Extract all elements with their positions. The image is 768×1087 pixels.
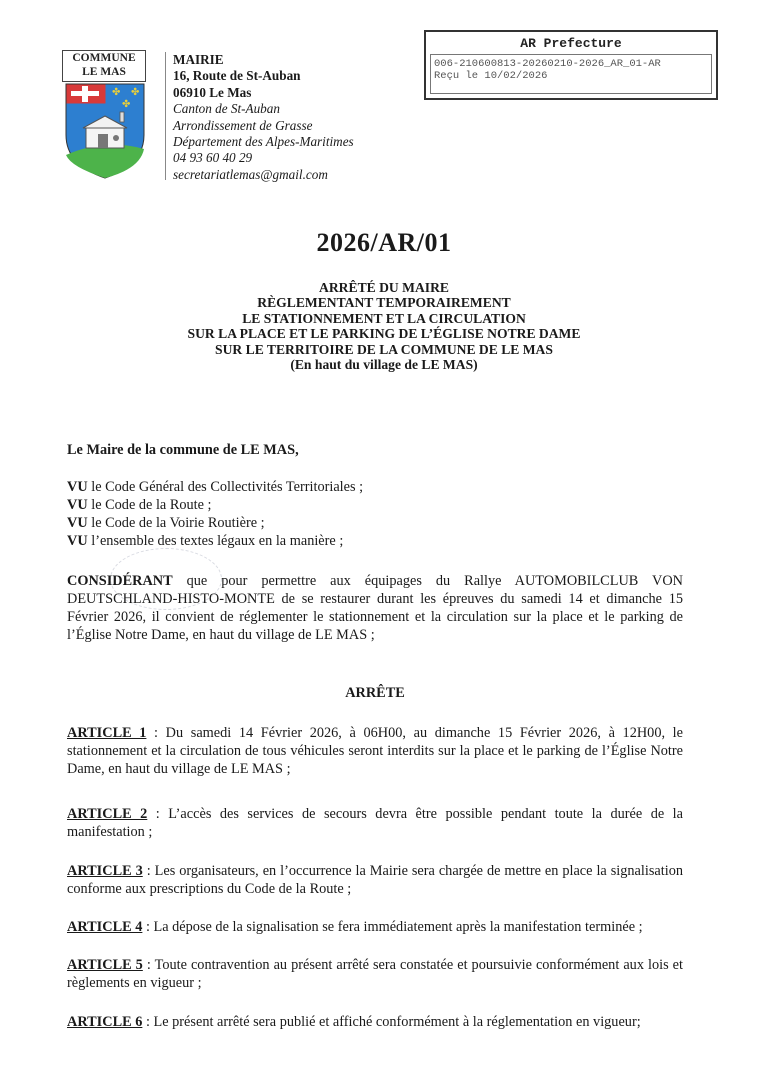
arrete-heading: ARRÊTE xyxy=(345,685,405,701)
crest-label-line2: LE MAS xyxy=(82,66,126,78)
title-line: RÈGLEMENTANT TEMPORAIREMENT xyxy=(257,295,511,311)
document-number: 2026/AR/01 xyxy=(316,228,452,257)
vu-list xyxy=(67,478,683,550)
ar-prefecture-details xyxy=(430,54,712,94)
article-text: : Le présent arrêté sera publié et affiché conformément à la réglementation en vigueur; xyxy=(142,1014,641,1030)
article-label: ARTICLE 2 xyxy=(67,806,148,822)
title-line: ARRÊTÉ DU MAIRE xyxy=(319,280,449,295)
address-mairie: MAIRIE xyxy=(173,52,224,67)
address-canton: Canton de St-Auban xyxy=(173,101,280,117)
article-3 xyxy=(67,862,683,898)
title-line: SUR LE TERRITOIRE DE LA COMMUNE DE LE MAS xyxy=(215,341,553,357)
article-6 xyxy=(67,1013,683,1031)
ar-prefecture-title: AR Prefecture xyxy=(520,36,622,51)
article-5 xyxy=(67,956,683,992)
vu-item xyxy=(67,514,683,532)
vu-text: le Code de la Route ; xyxy=(87,497,212,513)
article-2 xyxy=(67,805,683,841)
crest-label-line1: COMMUNE xyxy=(72,52,136,64)
intro-line: Le Maire de la commune de LE MAS, xyxy=(67,442,299,458)
article-text: : Toute contravention au présent arrêté sera constatée et poursuivie conformément aux lois et règlements en vigueur ; xyxy=(67,957,683,991)
article-text: : Du samedi 14 Février 2026, à 06H00, au dimanche 15 Février 2026, à 12H00, le stationnement et la circulation de tous véhicules seront interdits sur la place et le parking de l’Église Notre Dame, en haut du village de LE MAS ; xyxy=(67,725,683,777)
considerant-label: CONSIDÉRANT xyxy=(67,573,173,589)
ar-reference: 006-210600813-20260210-2026_AR_01-AR xyxy=(434,58,661,70)
address-phone: 04 93 60 40 29 xyxy=(173,150,253,166)
svg-text:✤: ✤ xyxy=(122,99,131,110)
article-text: : La dépose de la signalisation se fera immédiatement après la manifestation terminée ; xyxy=(142,919,643,935)
address-departement: Département des Alpes-Maritimes xyxy=(173,134,354,150)
address-email: secretariatlemas@gmail.com xyxy=(173,166,328,182)
svg-text:✤: ✤ xyxy=(112,87,121,98)
document-title xyxy=(0,280,768,372)
article-text: : Les organisateurs, en l’occurrence la Mairie sera chargée de mettre en place la signalisation conforme aux prescriptions du Code de la Route ; xyxy=(67,863,683,897)
article-label: ARTICLE 3 xyxy=(67,863,143,879)
vu-item xyxy=(67,496,683,514)
title-line: (En haut du village de LE MAS) xyxy=(290,357,478,373)
considerant-text: que pour permettre aux équipages du Rallye AUTOMOBILCLUB VON DEUTSCHLAND-HISTO-MONTE de se restaurer durant les épreuves du samedi 14 et dimanche 15 Février 2026, il convient de réglementer le stationnement et la circulation sur la place et le parking de l’Église Notre Dame, en haut du village de LE MAS ; xyxy=(67,573,683,643)
article-label: ARTICLE 5 xyxy=(67,957,143,973)
vu-label: VU xyxy=(67,479,88,495)
address-street: 16, Route de St-Auban xyxy=(173,68,301,84)
ar-prefecture-stamp xyxy=(424,30,718,100)
article-4 xyxy=(67,918,683,936)
mairie-address xyxy=(173,52,354,183)
coat-of-arms-icon xyxy=(65,83,145,179)
considerant-paragraph xyxy=(67,572,683,644)
address-postcode: 06910 Le Mas xyxy=(173,84,252,100)
crest-label xyxy=(62,50,146,82)
vu-text: l’ensemble des textes légaux en la manière ; xyxy=(87,533,344,549)
article-label: ARTICLE 6 xyxy=(67,1014,143,1030)
vu-item xyxy=(67,478,683,496)
title-line: SUR LA PLACE ET LE PARKING DE L’ÉGLISE NOTRE DAME xyxy=(187,326,581,342)
vu-label: VU xyxy=(67,533,88,549)
article-text: : L’accès des services de secours devra être possible pendant toute la durée de la manifestation ; xyxy=(67,806,683,840)
vu-text: le Code de la Voirie Routière ; xyxy=(87,515,265,531)
article-label: ARTICLE 4 xyxy=(67,919,143,935)
commune-crest xyxy=(62,50,148,180)
vu-text: le Code Général des Collectivités Territoriales ; xyxy=(87,479,364,495)
svg-text:✤: ✤ xyxy=(131,87,140,98)
vu-label: VU xyxy=(67,515,88,531)
address-arrondissement: Arrondissement de Grasse xyxy=(173,117,313,133)
article-label: ARTICLE 1 xyxy=(67,725,147,741)
header-divider xyxy=(165,52,166,180)
article-1 xyxy=(67,724,683,778)
vu-label: VU xyxy=(67,497,88,513)
title-line: LE STATIONNEMENT ET LA CIRCULATION xyxy=(242,310,526,326)
ar-received-date: Reçu le 10/02/2026 xyxy=(434,70,548,82)
